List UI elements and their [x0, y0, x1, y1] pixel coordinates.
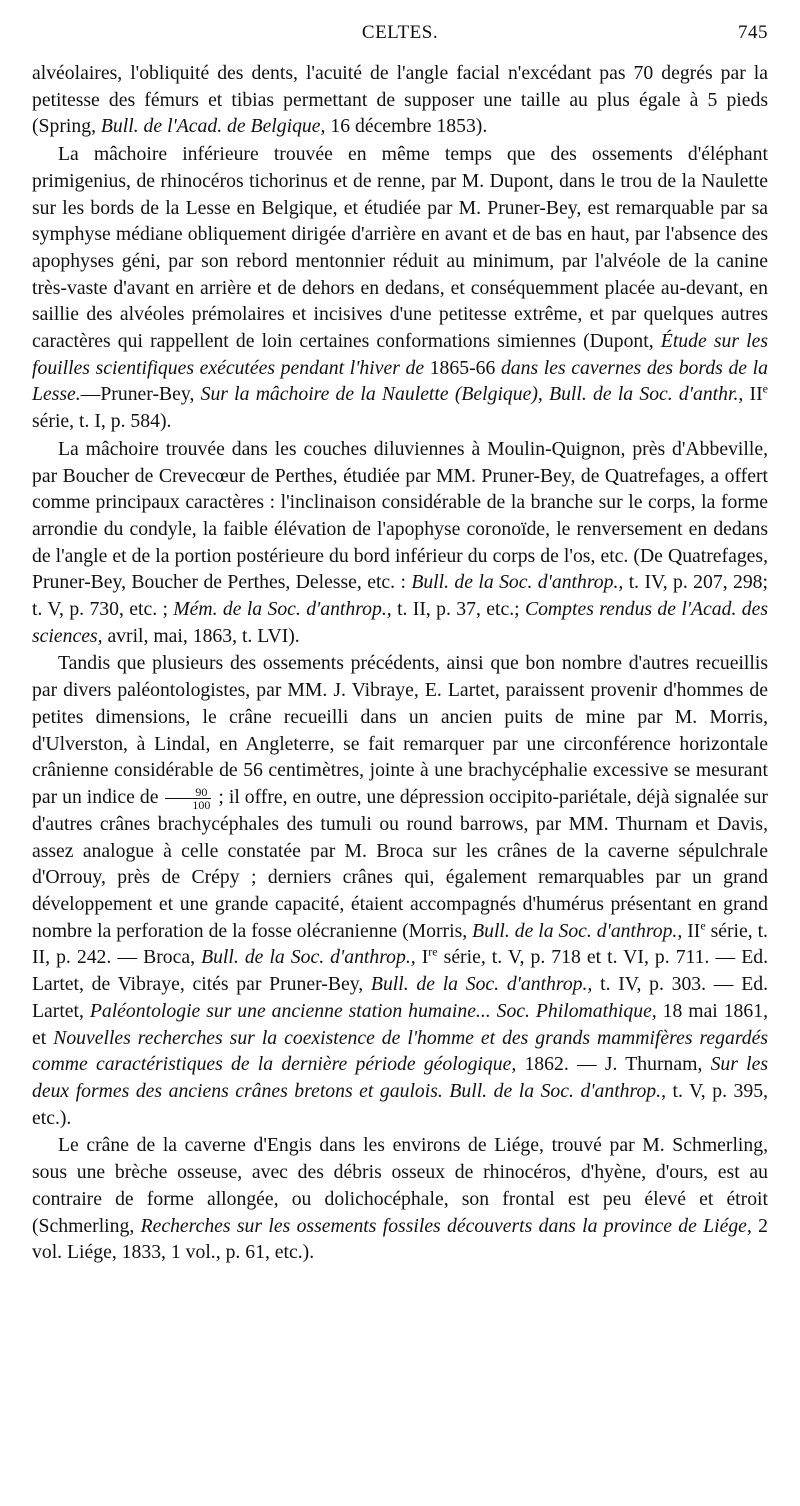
text-run: II	[682, 919, 701, 942]
text-run: 1865-66	[424, 356, 501, 379]
citation-italic: Sur la mâchoire de la Naulette (Belgique), Bull. de la Soc. d'anthr.,	[200, 383, 744, 406]
text-run: 18 mai 1861, et	[32, 999, 768, 1049]
text-run: I	[415, 946, 429, 969]
citation-italic: Nouvelles recherches sur la coexistence de l'homme et des grands mammifères regardés comme caractéristiques de la dernière période géologique,	[32, 1026, 768, 1076]
text-run: série, t. I, p. 584).	[32, 410, 172, 433]
page-number: 745	[738, 22, 768, 43]
text-run: série, t. V, p. 718 et t. VI, p. 711. — Ed. Lartet, de Vibraye, cités par Pruner-Bey,	[32, 946, 768, 996]
text-run: t. II, p. 37, etc.;	[391, 598, 525, 621]
text-run: II	[743, 383, 763, 406]
text-run: ; il offre, en outre, une dépression occipito-pariétale, déjà signalée sur d'autres crânes brachycéphales des tumuli ou round barrows, par MM. Thurnam et Davis, assez analogue à celle constatée par M. Broca sur les crânes de la caverne sépulchrale d'Orrouy, près de Crépy ; derniers crânes qui, également remarquables par un grand développement et une grande capacité, étaient accompagnés d'humérus présentant en grand nombre la perforation de la fosse olécranienne (Morris,	[32, 785, 768, 942]
text-run: 1862. — J. Thurnam,	[516, 1053, 711, 1076]
citation-italic: Bull. de la Soc. d'anthrop.,	[411, 571, 624, 594]
superscript: e	[700, 918, 706, 933]
paragraph-3	[32, 436, 768, 650]
fraction-numerator: 90	[165, 786, 211, 799]
citation-italic: Bull. de la Soc. d'anthrop.,	[472, 919, 683, 942]
citation-italic: Bull. de la Soc. d'anthrop.,	[370, 973, 593, 996]
citation-italic: Bull. de l'Acad. de Belgique,	[100, 115, 326, 138]
text-run: t. V, p. 395, etc.).	[32, 1080, 768, 1129]
paragraph-5	[32, 1132, 768, 1266]
text-run: avril, mai, 1863, t. LVI).	[102, 624, 300, 647]
citation-italic: dans les cavernes des bords de la Lesse.	[32, 356, 768, 406]
paragraph-4	[32, 650, 768, 1131]
superscript: re	[428, 944, 438, 959]
text-run: Tandis que plusieurs des ossements précédents, ainsi que bon nombre d'autres recueillis par divers paléontologistes, par MM. J. Vibraye, E. Lartet, paraissent provenir d'hommes de petites dimensions, le crâne recueilli dans un ancien puits de mine par M. Morris, d'Ulverston, à Lindal, en Angleterre, se fait remarquer par une circonférence horizontale crânienne considérable de 56 centimètres, jointe à une brachycéphalie excessive se mesurant par un indice de	[32, 652, 768, 808]
citation-italic: Étude sur les fouilles scientifiques exécutées pendant l'hiver de	[32, 330, 768, 379]
running-header	[32, 22, 768, 52]
text-run: t. IV, p. 207, 298; t. V, p. 730, etc. ;	[32, 571, 768, 621]
paragraph-1	[32, 60, 768, 140]
fraction-denominator: 100	[192, 797, 211, 812]
chapter-title: CELTES.	[361, 22, 439, 43]
citation-italic: Sur les deux formes des anciens crânes bretons et gaulois. Bull. de la Soc. d'anthrop.,	[32, 1053, 769, 1102]
citation-italic: Recherches sur les ossements fossiles découverts dans la province de Liége,	[140, 1214, 752, 1237]
text-run: La mâchoire trouvée dans les couches diluviennes à Moulin-Quignon, près d'Abbeville, par Boucher de Crevecœur de Perthes, étudiée par MM. Pruner-Bey, de Quatrefages, a offert comme principaux caractères : l'inclinaison considérable de la branche sur le corps, la forme arrondie du condyle, la faible élévation de l'apophyse coronoïde, le renversement en dedans de l'angle et de la portion postérieure du bord inférieur du corps de l'os, etc. (De Quatrefages, Pruner-Bey, Boucher de Perthes, Delesse, etc. :	[32, 437, 768, 594]
text-run: 2 vol. Liége, 1833, 1 vol., p. 61, etc.).	[32, 1214, 768, 1264]
citation-italic: Paléontologie sur une ancienne station humaine... Soc. Philomathique,	[89, 999, 657, 1022]
text-run: t. IV, p. 303. — Ed. Lartet,	[32, 973, 769, 1022]
text-run: La mâchoire inférieure trouvée en même temps que des ossements d'éléphant primigenius, de rhinocéros tichorinus et de renne, par M. Dupont, dans le trou de la Naulette sur les bords de la Lesse en Belgique, et étudiée par M. Pruner-Bey, est remarquable par sa symphyse médiane obliquement dirigée d'arrière en avant et de bas en haut, par l'absence des apophyses géni, par son rebord mentonnier réduit au minimum, par l'alvéole de la canine très-vaste d'avant en arrière et de dehors en dedans, et conséquemment placée au-devant, en saillie des alvéoles prémolaires et incisives d'une petitesse extrême, et par quelques autres caractères qui rappellent de loin certaines conformations simiennes (Dupont,	[32, 143, 768, 353]
body-text	[32, 60, 768, 1266]
citation-italic: Mém. de la Soc. d'anthrop.,	[173, 598, 392, 621]
text-run: série, t. II, p. 242. — Broca,	[32, 919, 768, 969]
paragraph-2	[32, 141, 768, 435]
text-run: —Pruner-Bey,	[80, 383, 201, 406]
text-run: alvéolaires, l'obliquité des dents, l'acuité de l'angle facial n'excédant pas 70 degrés par la petitesse des fémurs et tibias permettant de supposer une taille au plus égale à 5 pieds (Spring,	[32, 62, 768, 138]
text-run: Le crâne de la caverne d'Engis dans les environs de Liége, trouvé par M. Schmerling, sous une brèche osseuse, avec des débris osseux de rhinocéros, d'hyène, d'ours, est au contraire de forme allongée, ou dolichocéphale, son frontal est peu élevé et étroit (Schmerling,	[32, 1134, 768, 1237]
text-run: 16 décembre 1853).	[325, 115, 488, 138]
fraction	[165, 786, 211, 811]
citation-italic: Bull. de la Soc. d'anthrop.,	[201, 946, 416, 969]
superscript: e	[762, 381, 768, 396]
citation-italic: Comptes rendus de l'Acad. des sciences,	[32, 598, 768, 647]
